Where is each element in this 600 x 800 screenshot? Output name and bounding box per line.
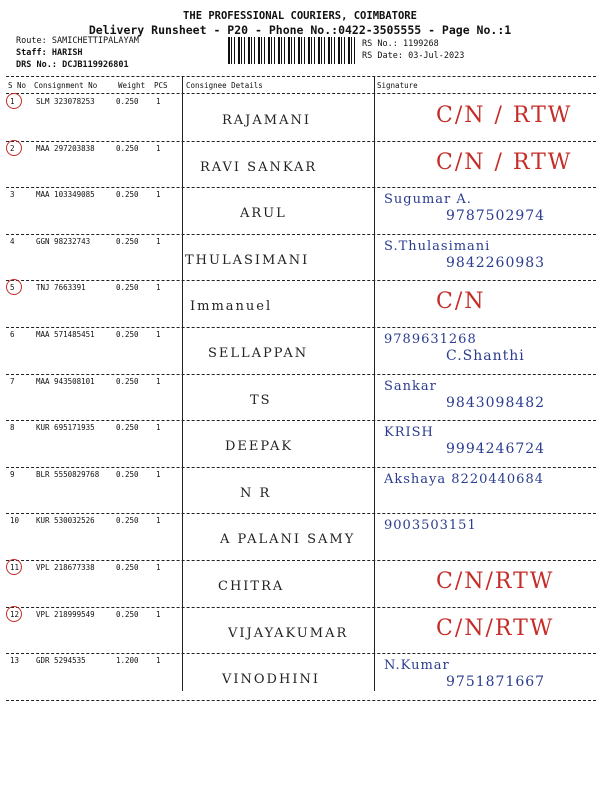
consignment-number: MAA 297203838 xyxy=(36,143,95,153)
signature: Sankar xyxy=(384,378,437,394)
serial-number: 9 xyxy=(10,469,15,479)
weight: 0.250 xyxy=(116,143,139,153)
table-row xyxy=(6,95,596,142)
red-circle-mark xyxy=(6,93,22,109)
table-row xyxy=(6,654,596,701)
signature-phone: 9843098482 xyxy=(446,394,546,411)
consignment-number: MAA 943508101 xyxy=(36,376,95,386)
pieces: 1 xyxy=(156,609,161,619)
rs-no-value: 1199268 xyxy=(402,39,439,49)
consignee-name: RAVI SANKAR xyxy=(200,159,318,175)
serial-number: 10 xyxy=(10,516,20,526)
signature-phone: C.Shanthi xyxy=(446,348,525,364)
consignment-number: GGN 98232743 xyxy=(36,236,91,246)
header-bottom-rule xyxy=(6,93,596,94)
consignee-name: A PALANI SAMY xyxy=(220,532,356,548)
pieces: 1 xyxy=(156,656,161,666)
table-row xyxy=(6,375,596,422)
pieces: 1 xyxy=(156,423,161,433)
rs-date-label: RS Date: xyxy=(362,51,403,61)
route-value: SAMICHETTIPALAYAM xyxy=(51,36,139,46)
pieces: 1 xyxy=(156,469,161,479)
drs-label: DRS No.: xyxy=(16,60,57,70)
pieces: 1 xyxy=(156,516,161,526)
weight: 0.250 xyxy=(116,423,139,433)
col-sno: S No xyxy=(8,81,27,90)
table-row xyxy=(6,514,596,561)
company-title: THE PROFESSIONAL COURIERS, COIMBATORE xyxy=(183,10,417,22)
rs-no-label: RS No.: xyxy=(362,39,398,49)
table-row xyxy=(6,421,596,468)
route-line xyxy=(16,36,139,46)
col-pcs: PCS xyxy=(154,81,168,90)
header-top-rule xyxy=(6,76,596,77)
pieces: 1 xyxy=(156,376,161,386)
drs-value: DCJB119926801 xyxy=(62,60,129,70)
serial-number: 4 xyxy=(10,236,15,246)
serial-number: 3 xyxy=(10,190,15,200)
signature: Sugumar A. xyxy=(384,192,472,208)
signature-phone: 9787502974 xyxy=(446,208,546,225)
col-consignee: Consignee Details xyxy=(186,81,263,90)
consignee-name: Immanuel xyxy=(190,299,273,315)
serial-number: 6 xyxy=(10,330,15,339)
red-circle-mark xyxy=(6,559,22,575)
table-row xyxy=(6,142,596,189)
pieces: 1 xyxy=(156,143,161,153)
consignment-number: BLR 5550829768 xyxy=(36,469,100,479)
consignee-name: N R xyxy=(240,485,272,501)
weight: 0.250 xyxy=(116,330,139,339)
weight: 0.250 xyxy=(116,516,139,526)
weight: 0.250 xyxy=(116,283,139,293)
serial-number: 7 xyxy=(10,376,15,386)
consignment-number: MAA 103349085 xyxy=(36,190,95,200)
table-row xyxy=(6,281,596,328)
serial-number: 5 xyxy=(10,283,15,292)
consignee-name: THULASIMANI xyxy=(185,252,310,268)
table-header xyxy=(6,81,596,93)
consignee-name: CHITRA xyxy=(218,579,285,594)
consignment-number: MAA 571485451 xyxy=(36,330,95,339)
rs-date-value: 03-Jul-2023 xyxy=(408,51,465,61)
signature: 9789631268 xyxy=(384,332,477,347)
consignee-name: ARUL xyxy=(240,206,287,222)
consignee-name: VINODHINI xyxy=(222,672,320,688)
signature: Akshaya 8220440684 xyxy=(384,471,544,487)
signature: S.Thulasimani xyxy=(384,238,491,254)
consignee-name: RAJAMANI xyxy=(222,113,311,128)
weight: 0.250 xyxy=(116,563,139,572)
pieces: 1 xyxy=(156,190,161,200)
signature-phone: 9842260983 xyxy=(446,254,546,271)
table-row xyxy=(6,561,596,608)
consignment-number: VPL 218677338 xyxy=(36,563,95,572)
weight: 0.250 xyxy=(116,376,139,386)
pieces: 1 xyxy=(156,236,161,246)
table-row xyxy=(6,328,596,375)
consignment-number: KUR 695171935 xyxy=(36,423,95,433)
consignee-name: TS xyxy=(250,392,272,408)
col-consignment: Consignment No xyxy=(34,81,98,90)
runsheet-title: Delivery Runsheet - P20 - Phone No.:0422-3505555 - Page No.:1 xyxy=(88,23,512,37)
consignment-number: KUR 530032526 xyxy=(36,516,95,526)
table-row xyxy=(6,235,596,282)
barcode xyxy=(228,37,358,64)
weight: 0.250 xyxy=(116,236,139,246)
consignee-name: SELLAPPAN xyxy=(208,346,309,361)
signature-phone: 9751871667 xyxy=(446,674,546,691)
signature-remark: C/N xyxy=(436,289,486,315)
staff-line xyxy=(16,48,83,58)
staff-label: Staff: xyxy=(16,48,47,58)
red-circle-mark xyxy=(6,606,22,622)
signature: KRISH xyxy=(384,425,434,441)
table-row xyxy=(6,188,596,235)
col-signature: Signature xyxy=(377,81,418,90)
signature: 9003503151 xyxy=(384,518,477,534)
serial-number: 11 xyxy=(10,563,19,572)
pieces: 1 xyxy=(156,563,161,572)
serial-number: 1 xyxy=(10,97,15,106)
signature-remark: C/N / RTW xyxy=(436,149,573,175)
serial-number: 2 xyxy=(10,144,15,153)
consignment-number: GDR 5294535 xyxy=(36,656,86,666)
signature-remark: C/N/RTW xyxy=(436,615,555,641)
weight: 0.250 xyxy=(116,609,139,619)
staff-value: HARISH xyxy=(51,48,83,58)
serial-number: 13 xyxy=(10,656,20,666)
serial-number: 12 xyxy=(10,610,19,619)
weight: 1.200 xyxy=(116,656,139,666)
weight: 0.250 xyxy=(116,469,139,479)
consignee-name: VIJAYAKUMAR xyxy=(228,625,349,641)
pieces: 1 xyxy=(156,283,161,293)
signature: N.Kumar xyxy=(384,658,450,674)
pieces: 1 xyxy=(156,330,161,339)
consignee-name: DEEPAK xyxy=(225,439,294,455)
consignment-number: SLM 323078253 xyxy=(36,97,95,106)
consignment-number: TNJ 7663391 xyxy=(36,283,86,293)
signature-phone: 9994246724 xyxy=(446,441,546,458)
weight: 0.250 xyxy=(116,190,139,200)
weight: 0.250 xyxy=(116,97,139,106)
red-circle-mark xyxy=(6,140,22,156)
row-divider xyxy=(6,700,596,701)
table-row xyxy=(6,468,596,515)
rs-no-line xyxy=(362,39,439,49)
table-row xyxy=(6,608,596,655)
rs-date-line xyxy=(362,51,464,61)
signature-remark: C/N/RTW xyxy=(436,569,555,594)
signature-remark: C/N / RTW xyxy=(436,103,573,128)
pieces: 1 xyxy=(156,97,161,106)
serial-number: 8 xyxy=(10,423,15,433)
consignment-number: VPL 218999549 xyxy=(36,609,95,619)
route-label: Route: xyxy=(16,36,47,46)
drs-line xyxy=(16,60,129,70)
red-circle-mark xyxy=(6,279,22,295)
col-weight: Weight xyxy=(118,81,146,90)
